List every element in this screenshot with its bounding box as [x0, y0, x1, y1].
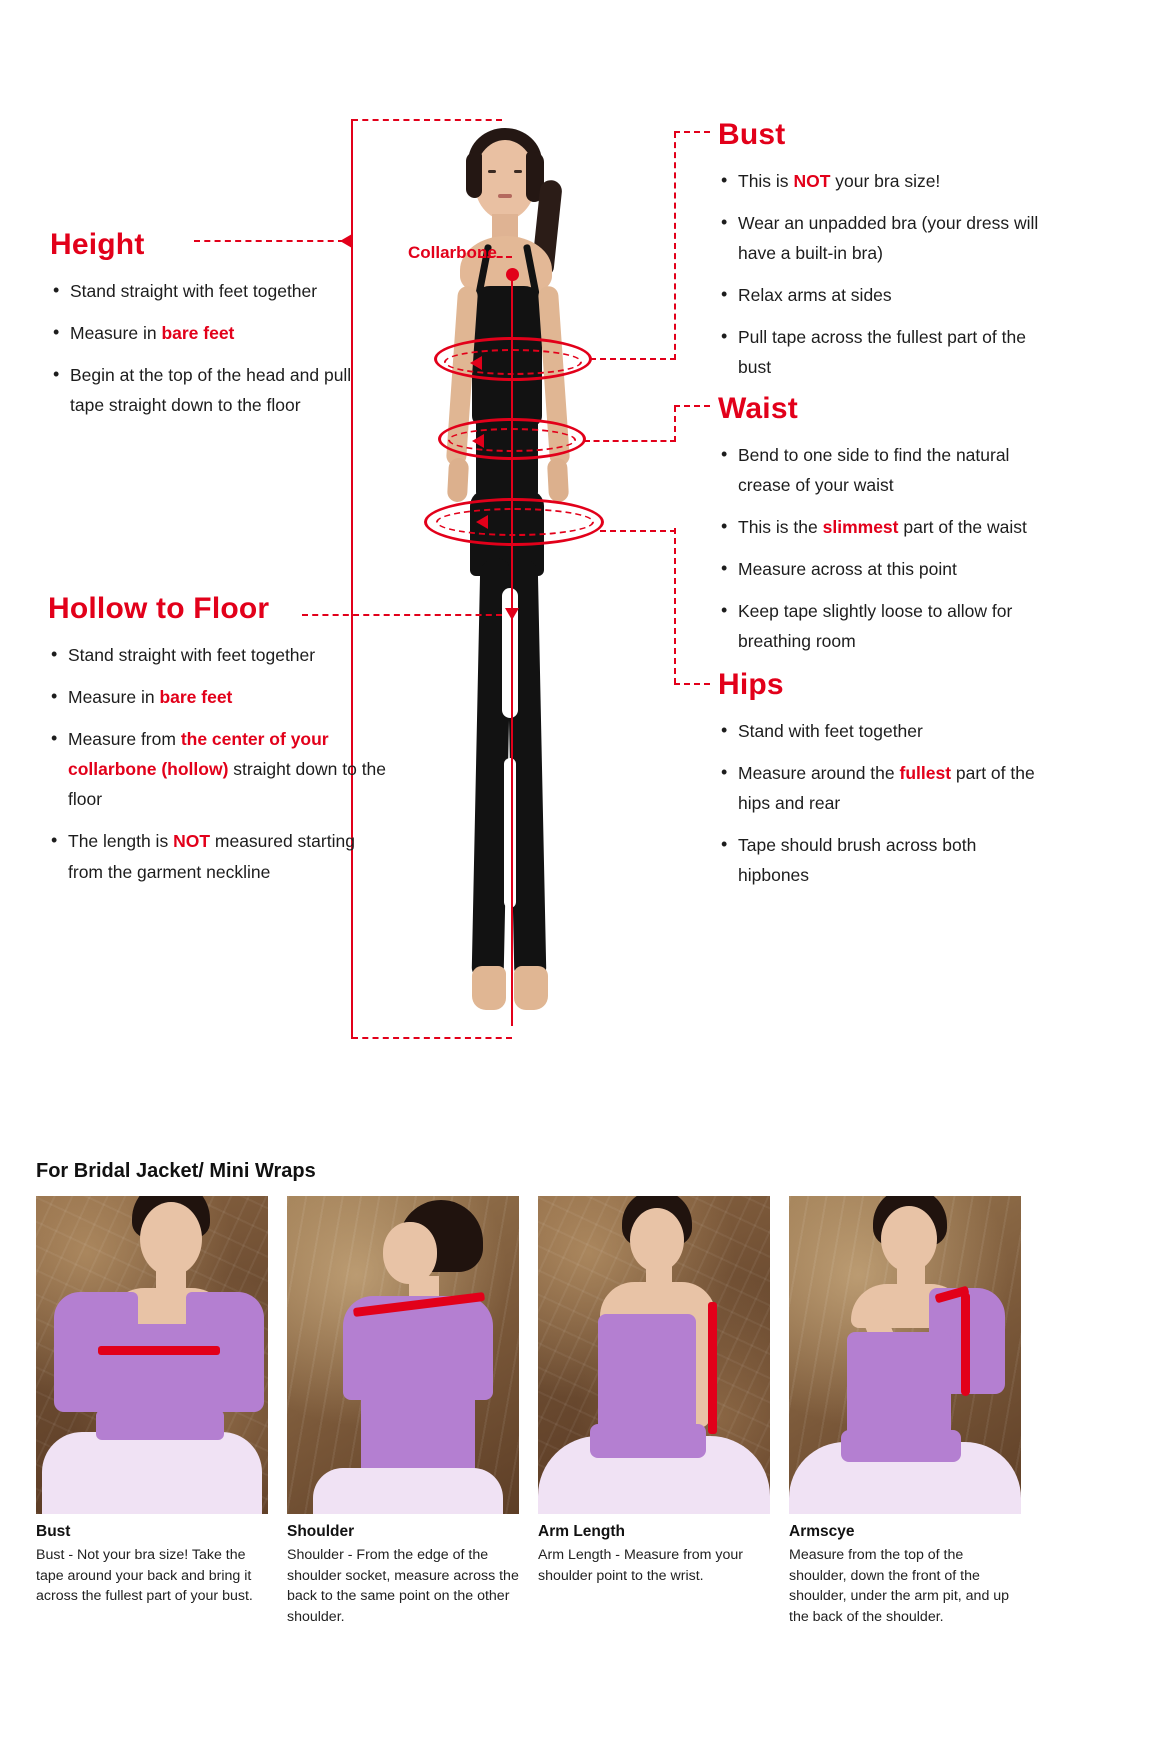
sash [96, 1410, 224, 1440]
model-face [383, 1222, 437, 1284]
card-title: Armscye [789, 1523, 855, 1540]
bust-photo [36, 1196, 268, 1514]
hips-leader-v [674, 528, 676, 684]
bodice [598, 1314, 696, 1440]
height-title: Height [50, 228, 145, 261]
height-bottom-dash [352, 1037, 512, 1039]
section-title: For Bridal Jacket/ Mini Wraps [36, 1160, 316, 1182]
bust-leader-top [674, 131, 710, 133]
model-face [630, 1208, 684, 1272]
list-item: • This is the slimmest part of the waist [718, 512, 1058, 542]
list-item [36, 1196, 268, 1628]
hollow-to-floor-line [511, 278, 513, 1026]
bust-measure-line [98, 1346, 220, 1355]
height-top-dash [352, 119, 502, 121]
list-item [538, 1196, 770, 1628]
list-item: • This is NOT your bra size! [718, 166, 1048, 196]
section-bust [718, 118, 1048, 395]
list-item: • Stand with feet together [718, 716, 1048, 746]
bust-title: Bust [718, 118, 786, 151]
model-face [881, 1206, 937, 1272]
shoulder-photo [287, 1196, 519, 1514]
eye-left [488, 170, 496, 173]
arm-length-measure-line [708, 1302, 717, 1434]
list-item: • Stand straight with feet together [48, 640, 388, 670]
skirt [42, 1432, 262, 1514]
hips-leader-bottom [674, 683, 710, 685]
model-face [140, 1202, 202, 1276]
list-item: • Measure across at this point [718, 554, 1058, 584]
card-title: Shoulder [287, 1523, 355, 1540]
hips-ellipse-inner [436, 508, 594, 536]
bust-leader-v [674, 132, 676, 360]
hollow-to-floor-title: Hollow to Floor [48, 592, 270, 625]
section-hollow-to-floor [48, 592, 388, 899]
hand-right [547, 458, 569, 503]
skirt [313, 1468, 503, 1514]
list-item: • Measure from the center of your collarbone (hollow) straight down to the floor [48, 724, 388, 814]
bust-ellipse-arrow [470, 356, 482, 370]
waist-title: Waist [718, 392, 798, 425]
card-list [36, 1196, 1136, 1628]
list-item: • The length is NOT measured starting from the garment neckline [48, 826, 388, 886]
armscye-photo [789, 1196, 1021, 1514]
list-item [789, 1196, 1021, 1628]
foot-left [472, 966, 506, 1010]
list-item: • Measure around the fullest part of the hips and rear [718, 758, 1048, 818]
list-item: • Measure in bare feet [50, 318, 380, 348]
list-item: • Wear an unpadded bra (your dress will have a built-in bra) [718, 208, 1048, 268]
waist-ellipse-arrow [472, 434, 484, 448]
arm-length-photo [538, 1196, 770, 1514]
hips-leader-h [600, 530, 676, 532]
card-title: Arm Length [538, 1523, 625, 1540]
card-text: Shoulder - From the edge of the shoulder socket, measure across the back to the same point on the other shoulder. [287, 1547, 519, 1626]
foot-right [514, 966, 548, 1010]
armscye-measure-line [961, 1292, 970, 1396]
bust-ellipse-inner [444, 349, 582, 375]
bow [841, 1430, 961, 1462]
calf-gap [504, 758, 516, 908]
collarbone-label: Collarbone [408, 243, 497, 262]
waist-leader-h [584, 440, 676, 442]
card-text: Arm Length - Measure from your shoulder point to the wrist. [538, 1547, 744, 1584]
card-title: Bust [36, 1523, 71, 1540]
hips-title: Hips [718, 668, 784, 701]
bust-list [718, 166, 1048, 383]
collarbone-leader [478, 256, 512, 258]
bust-leader-h [590, 358, 676, 360]
section-hips [718, 668, 1048, 902]
list-item: • Bend to one side to find the natural crease of your waist [718, 440, 1058, 500]
bow [590, 1424, 706, 1458]
list-item: • Relax arms at sides [718, 280, 1048, 310]
hips-ellipse-arrow [476, 515, 488, 529]
bodice [847, 1332, 951, 1444]
mouth [498, 194, 512, 198]
card-text: Measure from the top of the shoulder, down the front of the shoulder, under the arm pit, and up the back of the shoulder. [789, 1547, 1010, 1626]
list-item: • Begin at the top of the head and pull tape straight down to the floor [50, 360, 380, 420]
hair-left [466, 152, 482, 198]
list-item: • Keep tape slightly loose to allow for breathing room [718, 596, 1058, 656]
waist-leader-v [674, 406, 676, 442]
waist-ellipse-inner [448, 428, 576, 452]
list-item: • Pull tape across the fullest part of the bust [718, 322, 1048, 382]
list-item [287, 1196, 519, 1628]
hollow-to-floor-list [48, 640, 388, 887]
hollow-to-floor-arrow [505, 608, 519, 620]
hips-list [718, 716, 1048, 890]
eye-right [514, 170, 522, 173]
height-list [50, 276, 380, 420]
section-height [50, 228, 380, 432]
list-item: • Measure in bare feet [48, 682, 388, 712]
section-waist [718, 392, 1058, 669]
waist-list [718, 440, 1058, 657]
hand-left [447, 458, 469, 503]
waist-leader-top [674, 405, 710, 407]
card-text: Bust - Not your bra size! Take the tape around your back and bring it across the fullest part of your bust. [36, 1547, 253, 1605]
list-item: • Stand straight with feet together [50, 276, 380, 306]
list-item: • Tape should brush across both hipbones [718, 830, 1048, 890]
